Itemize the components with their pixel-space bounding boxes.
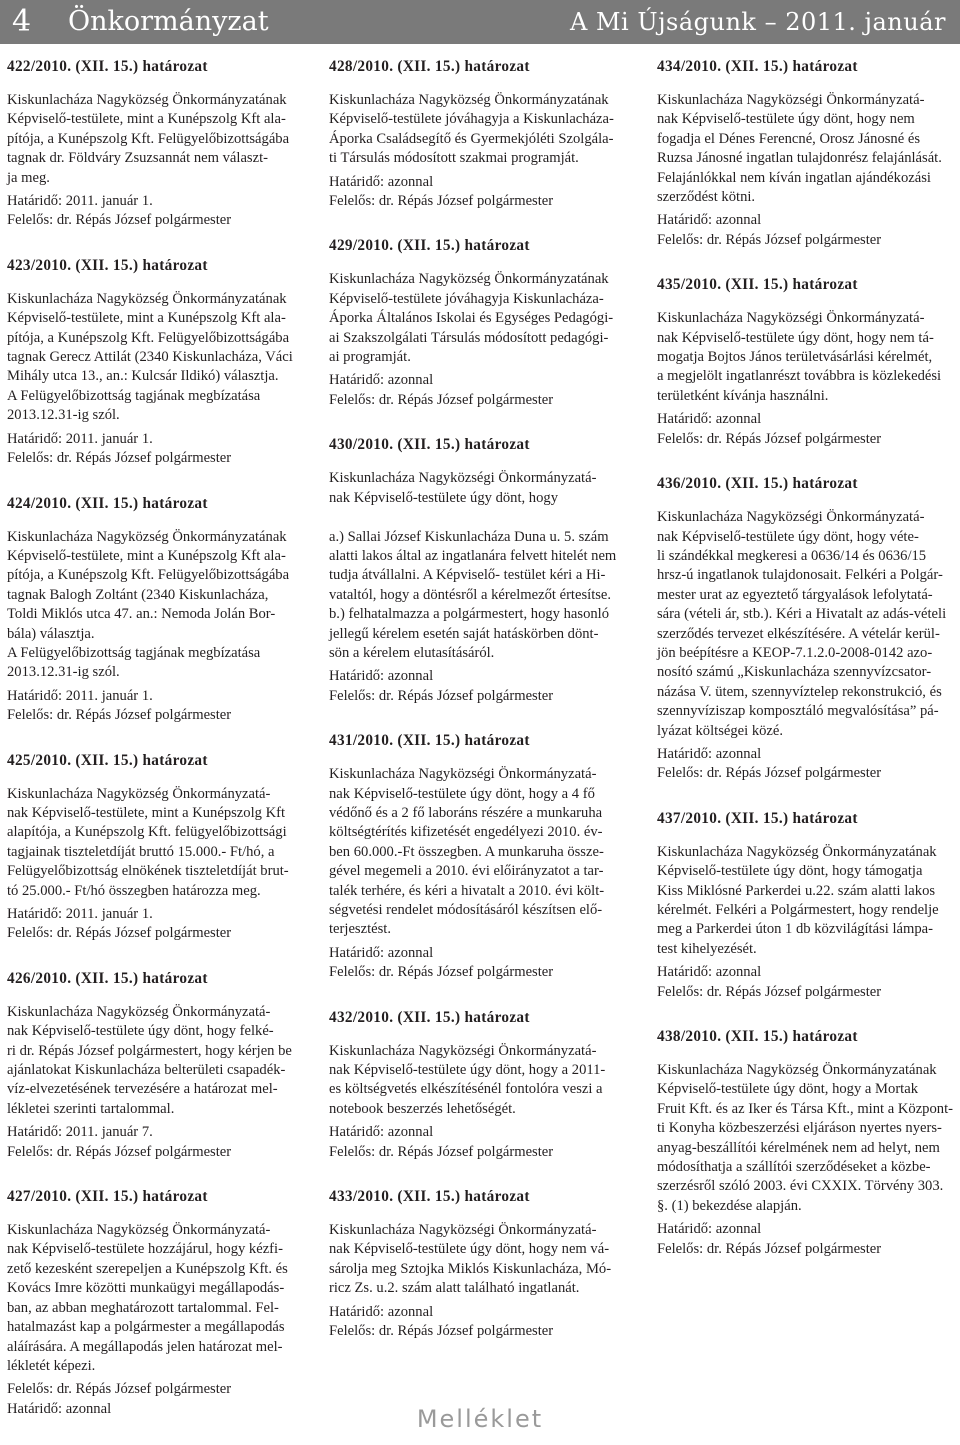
resolution-block bbox=[7, 495, 309, 726]
resolution-title: 437/2010. (XII. 15.) határozat bbox=[657, 809, 858, 827]
resolution-block bbox=[7, 970, 309, 1162]
resolution-title: 434/2010. (XII. 15.) határozat bbox=[657, 58, 858, 75]
resolution-body: Kiskunlacháza Nagyközség Önkormányzatának Képviselő-testülete, mint a Kunépszolg Kft ala- pítója, a Kunépszolg Kft. Felügyelőbizottságába tagnak dr. Földváry Zsuzsannát nem választ- ja meg. bbox=[7, 92, 290, 186]
resolution-title: 435/2010. (XII. 15.) határozat bbox=[657, 276, 858, 294]
resolution-deadline-line: Határidő: azonnal bbox=[657, 212, 762, 229]
resolution-body: Kiskunlacháza Nagyközségi Önkormányzatá- nak Képviselő-testülete úgy dönt, hogy a 2011- es költségvetés elkészítésénél fontolóra veszi a notebook beszerzés lehetőségét. bbox=[329, 1042, 606, 1117]
resolution-block bbox=[7, 752, 309, 944]
resolution-body: Kiskunlacháza Nagyközség Önkormányzatának Képviselő-testülete, mint a Kunépszolg Kft ala- pítója, a Kunépszolg Kft. Felügyelőbizottságába tagnak Gerecz Attilát (2340 Kiskunlacháza, Váci Mihály utca 13., an.: Kulcsár Ildikó) választja. A Felügyelőbizottság tagjának megbízatása 2013.12.31-ig szól. bbox=[7, 290, 293, 424]
resolution-body: Kiskunlacháza Nagyközségi Önkormányzatá- nak Képviselő-testülete úgy dönt, hogy a.) Sallai József Kiskunlacháza Duna u. 5. szám alatti lakos által az ingatlanára felvett hitelét nem tudja átvállalni. A Képviselő- testület kéri a Hi- vataltól, hogy a döntésről a kérelmezőt értesítse. b.) felhatalmazza a polgármestert, hogy hasonló jellegű kérelem esetén saját hatáskörben dönt- sön a kérelem elutasításáról. bbox=[329, 470, 617, 661]
page-header bbox=[0, 0, 960, 44]
page-footer: Melléklet bbox=[416, 1405, 544, 1433]
resolution-body: Kiskunlacháza Nagyközség Önkormányzatának Képviselő-testülete úgy dönt, hogy támogatja Kiss Miklósné Parkerdei u.22. szám alatti lakos kérelmét. Felkéri a Polgármestert, hogy rendelje meg a Parkerdei úton 1 db közvilágítási lámpa- test kihelyezését. bbox=[657, 843, 939, 957]
resolution-body: Kiskunlacháza Nagyközségi Önkormányzatá- nak Képviselő-testülete úgy dönt, hogy nem vá- sárolja meg Sztojka Miklós Kiskunlacháza, Mó- ricz Zs. u.2. szám alatt található ingatlanát. bbox=[329, 1222, 612, 1297]
resolution-deadline-line: Felelős: dr. Répás József polgármester bbox=[7, 1381, 232, 1398]
resolution-deadline-line: Határidő: azonnal bbox=[329, 372, 434, 389]
resolution-body: Kiskunlacháza Nagyközségi Önkormányzatá- nak Képviselő-testülete úgy dönt, hogy nem fogadja el Dénes Ferencné, Orosz Jánosné és Ruzsa Jánosné ingatlan tulajdonrész felajánlását. Felajánlókkal nem kíván ingatlan ajándékozási szerződést kötni. bbox=[657, 92, 942, 206]
resolution-responsible-line: Felelős: dr. Répás József polgármester bbox=[657, 765, 882, 782]
resolution-responsible-line: Felelős: dr. Répás József polgármester bbox=[329, 687, 554, 704]
resolution-block bbox=[7, 1188, 309, 1419]
resolution-title: 430/2010. (XII. 15.) határozat bbox=[329, 436, 530, 454]
resolution-deadline-line: Határidő: azonnal bbox=[329, 1303, 434, 1320]
resolution-block bbox=[657, 475, 957, 784]
resolution-responsible-line: Felelős: dr. Répás József polgármester bbox=[329, 193, 554, 210]
resolution-title: 431/2010. (XII. 15.) határozat bbox=[329, 732, 530, 750]
resolution-responsible-line: Felelős: dr. Répás József polgármester bbox=[657, 231, 882, 248]
resolution-deadline-line: Határidő: azonnal bbox=[657, 411, 762, 428]
resolution-responsible-line: Felelős: dr. Répás József polgármester bbox=[329, 1323, 554, 1340]
resolution-deadline-line: Határidő: azonnal bbox=[657, 1221, 762, 1238]
resolution-responsible-line: Felelős: dr. Répás József polgármester bbox=[7, 1143, 232, 1160]
resolution-title: 425/2010. (XII. 15.) határozat bbox=[7, 751, 208, 769]
resolution-body: Kiskunlacháza Nagyközség Önkormányzatá- nak Képviselő-testülete, mint a Kunépszolg Kft alapítója, a Kunépszolg Kft. felügyelőbizottsági tagjainak tiszteletdíját bruttó 15.000.- Ft/hó, a Felügyelőbizottság elnökének tiszteletdíját brut- tó 25.000.- Ft/hó összegben határozza meg. bbox=[7, 785, 289, 899]
resolution-title: 432/2010. (XII. 15.) határozat bbox=[329, 1008, 530, 1026]
resolution-deadline-line: Határidő: 2011. január 1. bbox=[7, 430, 153, 447]
resolution-body: Kiskunlacháza Nagyközség Önkormányzatának Képviselő-testülete úgy dönt, hogy a Mortak Fruit Kft. és az Iker és Társa Kft., mint a Központ- ti Konyha közbeszerzési eljáráson nyertes nyers- anyag-beszállítói kérelmének nem ad helyt, nem módosíthatja a szállítói szerződéseket a közbe- szerzésről szóló 2003. évi CXXIX. Törvény 303. §. (1) bekezdése alapján. bbox=[657, 1062, 953, 1214]
resolution-responsible-line: Felelős: dr. Répás József polgármester bbox=[329, 391, 554, 408]
resolution-body: Kiskunlacháza Nagyközség Önkormányzatának Képviselő-testülete jóváhagyja a Kiskunlacháza- Áporka Családsegítő és Gyermekjóléti Szolgála- ti Társulás módosított szakmai programját. bbox=[329, 92, 614, 167]
column-3 bbox=[657, 58, 957, 1285]
resolution-body: Kiskunlacháza Nagyközség Önkormányzatának Képviselő-testülete, mint a Kunépszolg Kft ala- pítója, a Kunépszolg Kft. Felügyelőbizottságába tagnak Balogh Zoltánt (2340 Kiskunlacháza, Toldi Miklós utca 47. an.: Nemoda Jolán Bor- bála) választja. A Felügyelőbizottság tagjának megbízatása 2013.12.31-ig szól. bbox=[7, 528, 290, 681]
resolution-title: 422/2010. (XII. 15.) határozat bbox=[7, 58, 208, 75]
resolution-responsible-line: Felelős: dr. Répás József polgármester bbox=[657, 1240, 882, 1257]
resolution-title: 424/2010. (XII. 15.) határozat bbox=[7, 494, 208, 512]
column-2 bbox=[329, 58, 631, 1368]
resolution-title: 433/2010. (XII. 15.) határozat bbox=[329, 1188, 530, 1206]
resolution-deadline-line: Határidő: 2011. január 1. bbox=[7, 193, 153, 210]
resolution-responsible-line: Felelős: dr. Répás József polgármester bbox=[657, 430, 882, 447]
resolution-responsible-line: Felelős: dr. Répás József polgármester bbox=[7, 450, 232, 467]
resolution-body: Kiskunlacháza Nagyközség Önkormányzatá- nak Képviselő-testülete úgy dönt, hogy felké- ri dr. Répás József polgármestert, hogy kérjen be ajánlatokat Kiskunlacháza belterületi csapadék- víz-elvezetésének tervezésére a határozat mel- lékletei szerinti tartalommal. bbox=[7, 1003, 292, 1117]
resolution-responsible-line: Felelős: dr. Répás József polgármester bbox=[329, 964, 554, 981]
resolution-deadline-line: Határidő: azonnal bbox=[329, 668, 434, 685]
resolution-title: 426/2010. (XII. 15.) határozat bbox=[7, 969, 208, 987]
resolution-deadline-line: Határidő: 2011. január 7. bbox=[7, 1124, 153, 1141]
resolution-title: 436/2010. (XII. 15.) határozat bbox=[657, 475, 858, 493]
resolution-title: 428/2010. (XII. 15.) határozat bbox=[329, 58, 530, 75]
publication-title: A Mi Újságunk – 2011. január bbox=[570, 8, 946, 36]
resolution-block bbox=[657, 276, 957, 449]
resolution-responsible-line: Felelős: dr. Répás József polgármester bbox=[329, 1143, 554, 1160]
resolution-responsible-line: Felelős: dr. Répás József polgármester bbox=[7, 212, 232, 229]
resolution-title: 423/2010. (XII. 15.) határozat bbox=[7, 256, 208, 274]
resolution-body: Kiskunlacháza Nagyközségi Önkormányzatá- nak Képviselő-testülete úgy dönt, hogy véte- li szándékkal megkeresi a 0636/14 és 0636/15 hrsz-ú ingatlanok tulajdonosait. Felkéri a Polgár- mester urat az egyeztető tárgyalások lefolytatá- sára (vételi ár, stb.). Kéri a Hivatalt az adás-vételi szerződés tervezet elkészítésére. A vételár kerül- jön beépítésre a KEOP-7.1.2.0-2008-0142 azo- nosító számú „Kiskunlacháza szennyvízcsator- názása V. ütem, szennyvíztelep rekonstrukció, és szennyvíziszap komposztáló megvalósítása” pá- lyázat költségei közé. bbox=[657, 509, 947, 739]
resolution-deadline-line: Határidő: azonnal bbox=[657, 745, 762, 762]
resolution-block bbox=[657, 1028, 957, 1259]
resolution-block bbox=[657, 810, 957, 1002]
resolution-responsible-line: Felelős: dr. Répás József polgármester bbox=[7, 707, 232, 724]
resolution-block bbox=[329, 237, 631, 410]
resolution-block bbox=[329, 1009, 631, 1162]
resolution-title: 438/2010. (XII. 15.) határozat bbox=[657, 1028, 858, 1046]
section-title: Önkormányzat bbox=[68, 6, 269, 37]
resolution-responsible-line: Felelős: dr. Répás József polgármester bbox=[7, 925, 232, 942]
resolution-body: Kiskunlacháza Nagyközségi Önkormányzatá- nak Képviselő-testülete úgy dönt, hogy nem tá- mogatja Bojtos János területvásárlási kérelmét, a megjelölt ingatlanrészt továbbra is közlekedési területként kívánja használni. bbox=[657, 310, 942, 404]
resolution-title: 427/2010. (XII. 15.) határozat bbox=[7, 1188, 208, 1206]
resolution-block bbox=[329, 1188, 631, 1341]
resolution-title: 429/2010. (XII. 15.) határozat bbox=[329, 237, 530, 255]
resolution-responsible-line: Határidő: azonnal bbox=[7, 1400, 112, 1417]
resolution-block bbox=[7, 257, 309, 469]
resolution-body: Kiskunlacháza Nagyközség Önkormányzatának Képviselő-testülete jóváhagyja Kiskunlacháza- Áporka Általános Iskolai és Egységes Pedagógi- ai Szakszolgálati Társulás módosított pedagógi- ai programját. bbox=[329, 271, 614, 366]
resolution-block bbox=[7, 58, 309, 231]
resolution-deadline-line: Határidő: 2011. január 1. bbox=[7, 687, 153, 704]
resolution-block bbox=[657, 58, 957, 250]
resolution-body: Kiskunlacháza Nagyközségi Önkormányzatá- nak Képviselő-testülete úgy dönt, hogy a 4 fő védőnő és a 2 fő laboráns részére a munkaruha költségtérítés kifizetését engedélyezi 2010. év- ben 60.000.-Ft összegben. A munkaruha össze- gével megemeli a 2010. évi előirányzatot a tar- talék terhére, és kéri a hivatalt a 2010. évi költ- ségvetési rendelet módosításáról készítsen elő- terjesztést. bbox=[329, 766, 605, 938]
resolution-block bbox=[329, 58, 631, 211]
resolution-deadline-line: Határidő: 2011. január 1. bbox=[7, 906, 153, 922]
resolution-block bbox=[329, 732, 631, 982]
column-1 bbox=[7, 58, 309, 1445]
resolution-deadline-line: Határidő: azonnal bbox=[329, 1124, 434, 1141]
resolution-block bbox=[329, 436, 631, 706]
resolution-deadline-line: Határidő: azonnal bbox=[657, 964, 762, 981]
resolution-deadline-line: Határidő: azonnal bbox=[329, 173, 434, 190]
resolution-deadline-line: Határidő: azonnal bbox=[329, 944, 434, 961]
resolution-responsible-line: Felelős: dr. Répás József polgármester bbox=[657, 983, 882, 1000]
resolution-body: Kiskunlacháza Nagyközség Önkormányzatá- nak Képviselő-testülete hozzájárul, hogy kézfi- zető kezesként szerepeljen a Kunépszolg Kft. és Kovács Imre közötti munkaügyi megállapodás- ban, az abban meghatározott tartalommal. Fel- hatalmazást kap a polgármester a megállapodás aláírására. A megállapodás jelen határozat mel- lékletét képezi. bbox=[7, 1222, 288, 1374]
page-number: 4 bbox=[12, 4, 32, 39]
